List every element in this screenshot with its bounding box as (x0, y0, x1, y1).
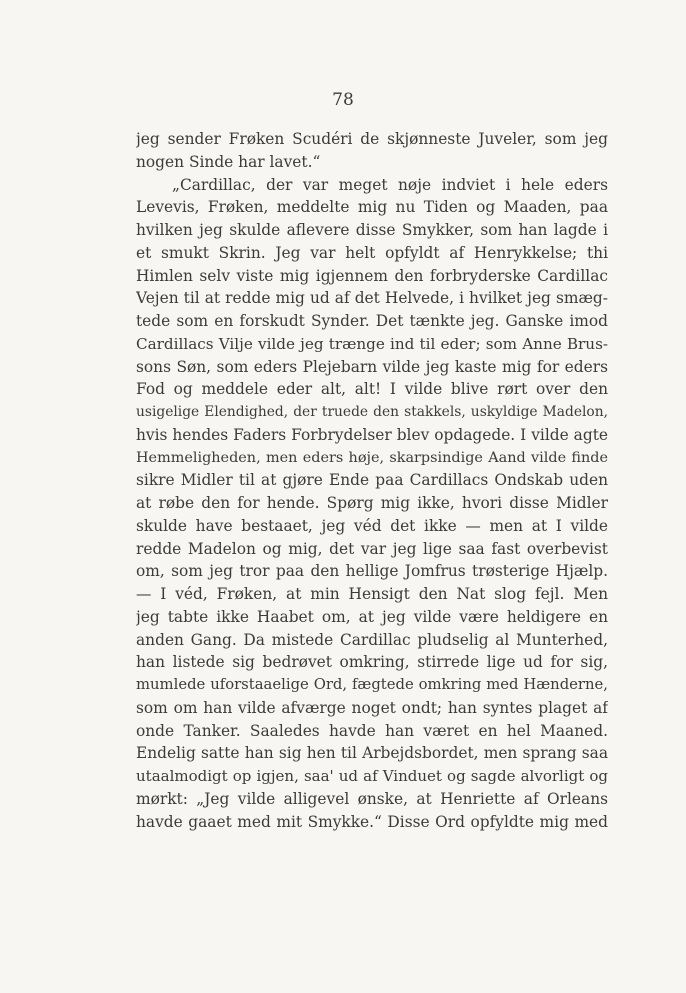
text-line: tede som en forskudt Synder. Det tænkte jeg. Ganske imod (136, 312, 608, 330)
text-line: Cardillacs Vilje vilde jeg trænge ind til eder; som Anne Brus- (136, 334, 608, 353)
text-line: anden Gang. Da mistede Cardillac pludselig al Munterhed, (136, 630, 608, 649)
text-line: sikre Midler til at gjøre Ende paa Cardillacs Ondskab uden (136, 471, 608, 490)
text-line: Levevis, Frøken, meddelte mig nu Tiden og Maaden, paa (136, 198, 608, 217)
text-line: Fod og meddele eder alt, alt! I vilde blive rørt over den (136, 380, 608, 399)
text-line: sons Søn, som eders Plejebarn vilde jeg kaste mig for eders (136, 357, 608, 376)
text-line: et smukt Skrin. Jeg var helt opfyldt af Henrykkelse; thi (136, 243, 608, 262)
text-line: nogen Sinde har lavet.“ (136, 152, 321, 171)
text-line: usigelige Elendighed, der truede den stakkels, uskyldige Madelon, (136, 404, 608, 420)
text-line: Himlen selv viste mig igjennem den forbryderske Cardillac (136, 266, 608, 285)
text-line: jeg sender Frøken Scudéri de skjønneste Juveler, som jeg (136, 130, 608, 148)
text-line: „Cardillac, der var meget nøje indviet i hele eders (172, 175, 608, 194)
text-line: Hemmeligheden, men eders høje, skarpsindige Aand vilde finde (136, 449, 608, 466)
text-line: som om han vilde afværge noget ondt; han syntes plaget af (136, 698, 608, 717)
text-line: hvilken jeg skulde aflevere disse Smykker, som han lagde i (136, 221, 608, 239)
page-number: 78 (332, 90, 354, 110)
body-text (136, 128, 608, 833)
text-line: redde Madelon og mig, det var jeg lige saa fast overbevist (136, 539, 608, 558)
text-line: — I véd, Frøken, at min Hensigt den Nat slog fejl. Men (136, 585, 608, 603)
text-line: havde gaaet med mit Smykke.“ Disse Ord opfyldte mig med (136, 812, 608, 831)
text-line: utaalmodigt op igjen, saa' ud af Vinduet og sagde alvorligt og (136, 767, 608, 785)
text-line: jeg tabte ikke Haabet om, at jeg vilde være heldigere en (136, 607, 608, 626)
text-line: han listede sig bedrøvet omkring, stirrede lige ud for sig, (136, 653, 608, 672)
text-line: Endelig satte han sig hen til Arbejdsbordet, men sprang saa (136, 744, 608, 763)
text-line: at røbe den for hende. Spørg mig ikke, hvori disse Midler (136, 494, 608, 512)
text-line: om, som jeg tror paa den hellige Jomfrus trøsterige Hjælp. (136, 562, 608, 581)
text-line: hvis hendes Faders Forbrydelser blev opdagede. I vilde agte (136, 425, 608, 444)
text-line: mumlede uforstaaelige Ord, fægtede omkring med Hænderne, (136, 676, 608, 693)
text-line: skulde have bestaaet, jeg véd det ikke — men at I vilde (136, 516, 608, 535)
text-line: mørkt: „Jeg vilde alligevel ønske, at Henriette af Orleans (136, 789, 608, 808)
text-line: Vejen til at redde mig ud af det Helvede, i hvilket jeg smæg- (136, 289, 608, 308)
text-line: onde Tanker. Saaledes havde han været en hel Maaned. (136, 721, 608, 740)
